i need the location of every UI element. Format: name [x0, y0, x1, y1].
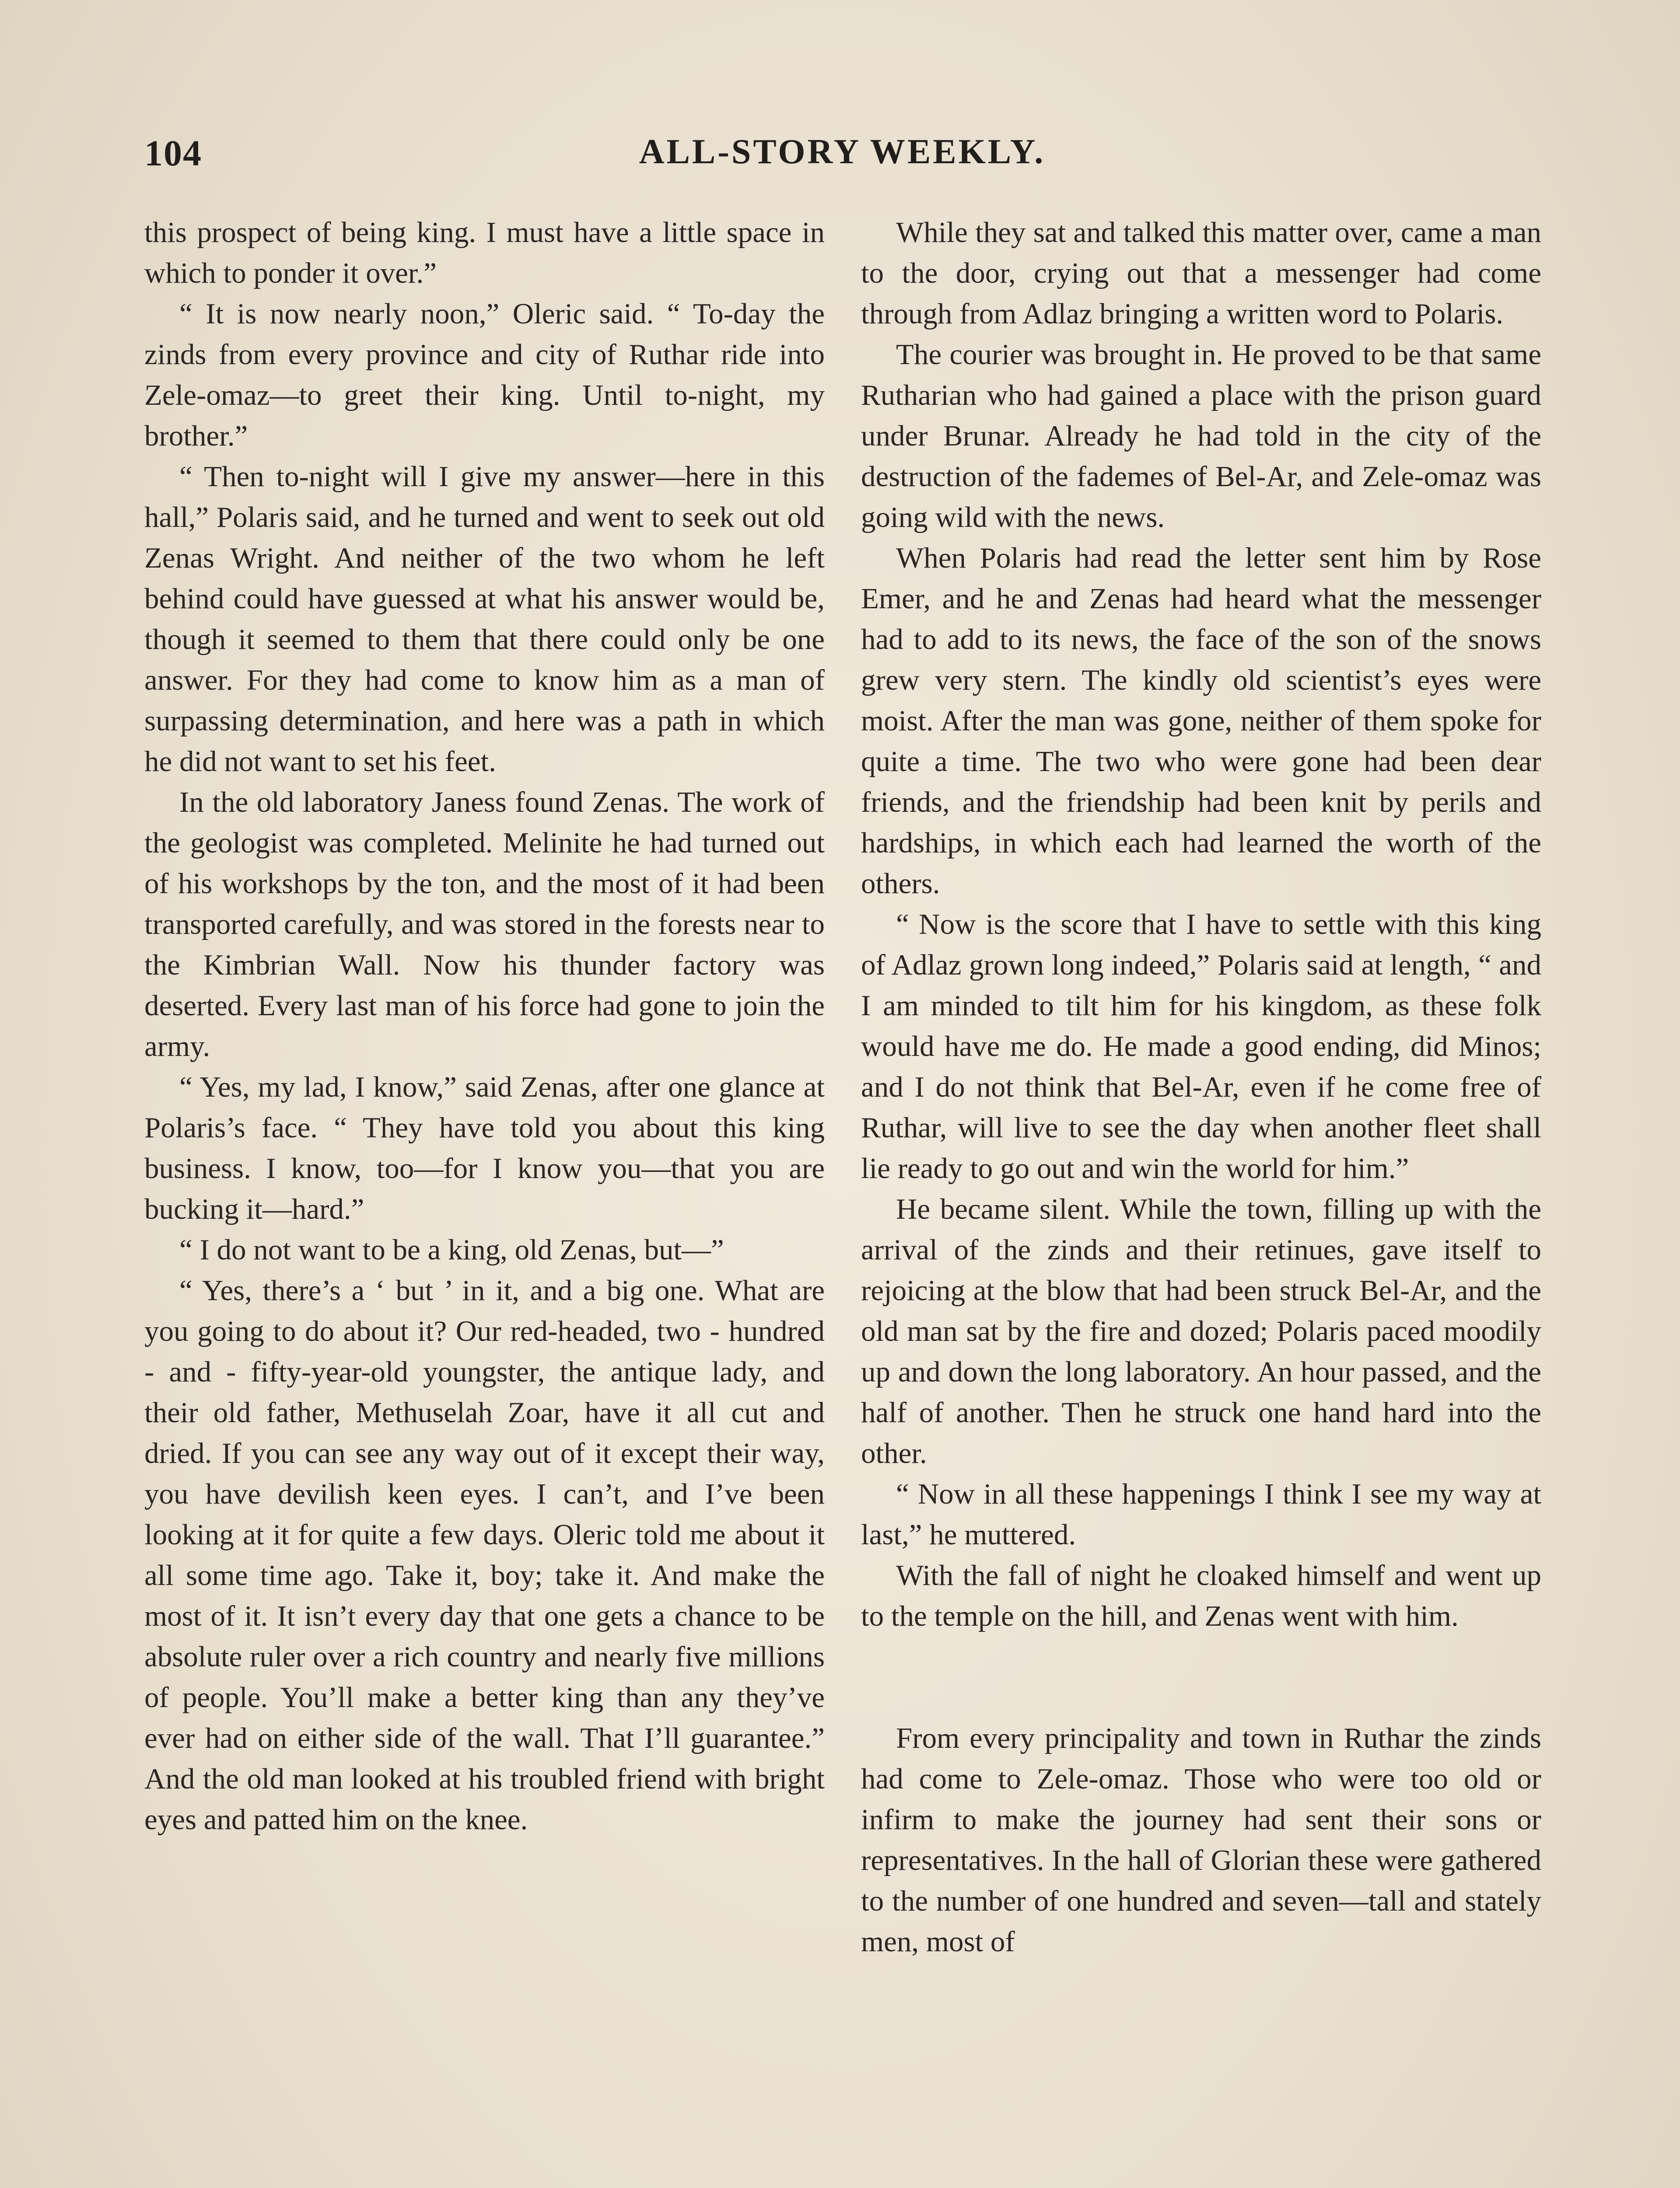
paragraph: “ Now is the score that I have to settle with this king of Adlaz grown long indeed,” Polaris said at length, “ and I am minded to tilt him for his kingdom, as these folk would have me do. He made a good ending, did Minos; and I do not think that Bel-Ar, even if he come free of Ruthar, will live to see the day when another fleet shall lie ready to go out and win the world for him.”	[861, 908, 1541, 1185]
paragraph: “ Then to-night will I give my answer—here in this hall,” Polaris said, and he turned and went to seek out old Zenas Wright. And neither of the two whom he left behind could have guessed at what his answer would be, though it seemed to them that there could only be one answer. For they had come to know him as a man of surpassing determination, and here was a path in which he did not want to set his feet.	[144, 460, 825, 778]
paragraph: “ Now in all these happenings I think I see my way at last,” he muttered.	[861, 1478, 1541, 1551]
paragraph: “ It is now nearly noon,” Oleric said. “ To-day the zinds from every province and city of Ruthar ride into Zele-omaz—to greet their king. Until to-night, my brother.”	[144, 298, 825, 452]
paragraph: this prospect of being king. I must have a little space in which to ponder it over.”	[144, 216, 825, 289]
paragraph: “ Yes, my lad, I know,” said Zenas, after one glance at Polaris’s face. “ They have told you about this king business. I know, too—for I know you—that you are bucking it—hard.”	[144, 1071, 825, 1225]
paragraph: In the old laboratory Janess found Zenas. The work of the geologist was completed. Melinite he had turned out of his workshops by the ton, and the most of it had been transported carefully, and was stored in the forests near to the Kimbrian Wall. Now his thunder factory was deserted. Every last man of his force had gone to join the army.	[144, 786, 825, 1062]
page-number: 104	[144, 133, 202, 174]
running-head: ALL-STORY WEEKLY.	[639, 133, 1046, 171]
paragraph: He became silent. While the town, filling up with the arrival of the zinds and their retinues, gave itself to rejoicing at the blow that had been struck Bel-Ar, and the old man sat by the fire and dozed; Polaris paced moodily up and down the long laboratory. An hour passed, and the half of another. Then he struck one hand hard into the other.	[861, 1193, 1541, 1469]
paragraph: When Polaris had read the letter sent him by Rose Emer, and he and Zenas had heard what the messenger had to add to its news, the face of the son of the snows grew very stern. The kindly old scientist’s eyes were moist. After the man was gone, neither of them spoke for quite a time. The two who were gone had been dear friends, and the friendship had been knit by perils and hardships, in which each had learned the worth of the others.	[861, 542, 1541, 900]
paragraph: With the fall of night he cloaked himself and went up to the temple on the hill, and Zenas went with him.	[861, 1559, 1541, 1632]
paragraph: The courier was brought in. He proved to be that same Rutharian who had gained a place with the prison guard under Brunar. Already he had told in the city of the destruction of the fademes of Bel-Ar, and Zele-omaz was going wild with the news.	[861, 338, 1541, 533]
section-break	[861, 1637, 1541, 1718]
right-column	[861, 212, 1541, 2188]
paragraph: From every principality and town in Ruthar the zinds had come to Zele-omaz. Those who were too old or infirm to make the journey had sent their sons or representatives. In the hall of Glorian these were gathered to the number of one hundred and seven—tall and stately men, most of	[861, 1722, 1541, 1958]
page-header	[144, 132, 1540, 180]
left-column	[144, 212, 825, 2188]
paragraph: “ Yes, there’s a ‘ but ’ in it, and a big one. What are you going to do about it? Our red-headed, two - hundred - and - fifty-year-old youngster, the antique lady, and their old father, Methuselah Zoar, have it all cut and dried. If you can see any way out of it except their way, you have devilish keen eyes. I can’t, and I’ve been looking at it for quite a few days. Oleric told me about it all some time ago. Take it, boy; take it. And make the most of it. It isn’t every day that one gets a chance to be absolute ruler over a rich country and nearly five millions of people. You’ll make a better king than any they’ve ever had on either side of the wall. That I’ll guarantee.” And the old man looked at his troubled friend with bright eyes and patted him on the knee.	[144, 1274, 825, 1836]
paragraph: While they sat and talked this matter over, came a man to the door, crying out that a messenger had come through from Adlaz bringing a written word to Polaris.	[861, 216, 1541, 330]
paragraph: “ I do not want to be a king, old Zenas, but—”	[179, 1234, 724, 1266]
